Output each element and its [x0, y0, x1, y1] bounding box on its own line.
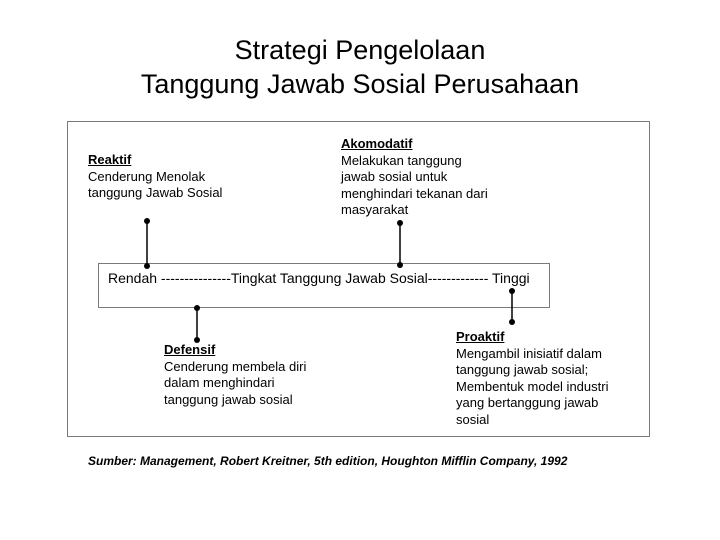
connector-reaktif-top-dot: [144, 218, 150, 224]
connector-proaktif-top-dot: [509, 288, 515, 294]
strategy-proaktif-description: Mengambil inisiatif dalam tanggung jawab sosial; Membentuk model industri yang bertanggung jawab sosial: [456, 345, 609, 427]
strategy-proaktif-name: Proaktif: [456, 329, 505, 344]
strategy-reaktif: [88, 152, 288, 202]
strategy-akomodatif-description: Melakukan tanggung jawab sosial untuk menghindari tekanan dari masyarakat: [341, 152, 488, 217]
strategy-proaktif: [456, 329, 646, 428]
connector-defensif-top-dot: [194, 305, 200, 311]
source-citation: Sumber: Management, Robert Kreitner, 5th edition, Houghton Mifflin Company, 1992: [88, 454, 568, 468]
connector-proaktif-bottom-dot: [509, 319, 515, 325]
strategy-akomodatif-name: Akomodatif: [341, 136, 413, 151]
connector-akomodatif: [397, 220, 403, 268]
strategy-defensif-description: Cenderung membela diri dalam menghindari tanggung jawab sosial: [164, 358, 307, 407]
connector-proaktif: [509, 288, 515, 325]
connector-akomodatif-bottom-dot: [397, 262, 403, 268]
title-line-1: Strategi Pengelolaan: [234, 35, 486, 65]
strategy-reaktif-name: Reaktif: [88, 152, 132, 167]
connector-defensif: [194, 305, 200, 343]
connector-reaktif: [144, 218, 150, 269]
connector-akomodatif-top-dot: [397, 220, 403, 226]
strategy-defensif-name: Defensif: [164, 342, 216, 357]
strategy-akomodatif: [341, 136, 521, 219]
responsibility-scale-label: Rendah ---------------Tingkat Tanggung Jawab Sosial------------- Tinggi: [108, 270, 530, 286]
strategy-defensif: [164, 342, 344, 408]
title-line-2: Tanggung Jawab Sosial Perusahaan: [140, 69, 580, 99]
strategy-reaktif-description: Cenderung Menolak tanggung Jawab Sosial: [88, 168, 223, 200]
